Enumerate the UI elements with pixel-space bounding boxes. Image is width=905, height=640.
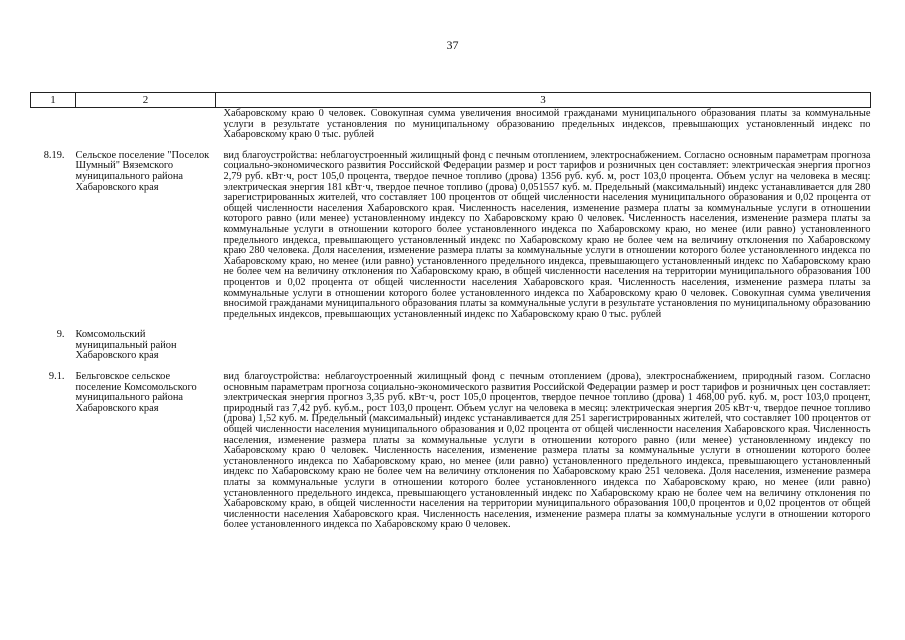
table-row bbox=[31, 108, 871, 151]
row-description: Хабаровскому краю 0 человек. Совокупная сумма увеличения вносимой гражданами муниципального образования платы за коммунальные услуги в результате установления по муниципальному образованию предельных индексов, превышающих установленный индекс по Хабаровскому краю 0 тыс. рублей bbox=[223, 108, 871, 141]
row-description: вид благоустройства: неблагоустроенный жилищный фонд с печным отоплением (дрова), электроснабжением, природный газом. Согласно основным параметрам прогноза социально-экономического развития Российской Федерации размер и рост тарифов и розничных цен составляет: электрическая энергия прогноз 3,35 руб. кВт·ч, рост 105,0 процентов, твердое печное топливо (дрова) 1 468,00 руб. куб. м, рост 103,0 процент, природный газ 7,42 руб. куб.м., рост 103,0 процент. Объем услуг на человека в месяц: электрическая энергия 205 кВт·ч, твердое печное топливо (дрова) 1,52 куб. м. Предельный (максимальный) индекс устанавливается для 251 зарегистрированных жителей, что составляет 100 процентов от общей численности населения муниципального образования и 0,02 процента от общей численности населения Хабаровского края. Численность населения, изменение размера платы за коммунальные услуги в отношении которого равно (или менее) установленному индексу по Хабаровскому краю 0 человек. Численность населения, изменение размера платы за коммунальные услуги в отношении которого более установленного индекса по Хабаровскому краю, но менее (или равно) установленного предельного индекса, превышающего установленный индекс по Хабаровскому краю не более чем на величину отклонения по Хабаровскому краю 251 человека. Доля населения, изменение размера платы за коммунальные услуги в отношении которого более установленного индекса по Хабаровскому краю, но менее (или равно) установленного предельного индекса, превышающего установленный индекс по Хабаровскому краю не более чем на величину отклонения по Хабаровскому краю, в общей численности населения на территории муниципального образования 100,0 процентов и 0,02 процентов от общей численности населения Хабаровского края. Численность населения, изменение размера платы за коммунальные услуги в отношении которого более установленного индекса по Хабаровскому краю 0 человек. bbox=[223, 371, 871, 531]
row-number: 9.1. bbox=[48, 371, 65, 383]
table-row bbox=[31, 151, 871, 331]
table-header-row bbox=[31, 93, 871, 108]
row-number: 9. bbox=[56, 329, 65, 341]
row-description bbox=[216, 330, 871, 372]
row-number: 8.19. bbox=[43, 149, 65, 161]
row-municipality: Комсомольский муниципальный район Хабаровского края bbox=[75, 329, 177, 362]
row-description: вид благоустройства: неблагоустроенный жилищный фонд с печным отоплением, электроснабжением. Согласно основным параметрам прогноза социально-экономического развития Российской Федерации размер и рост тарифов и розничных цен составляет: электрическая энергия прогноз 2,79 руб. кВт·ч, рост 105,0 процента, твердое печное топливо (дрова) 1356 руб. куб. м, рост 103,0 процента. Объем услуг на человека в месяц: электрическая энергия 181 кВт·ч, твердое печное топливо (дрова) 0,051557 куб. м. Предельный (максимальный) индекс устанавливается для 280 зарегистрированных жителей, что составляет 100 процентов от общей численности населения муниципального образования и 0,02 процента от общей численности населения Хабаровского края. Численность населения, изменение размера платы за коммунальные услуги в отношении которого равно (или менее) установленному индексу по Хабаровскому краю 0 человек. Численность населения, изменение размера платы за коммунальные услуги в отношении которого более установленного индекса по Хабаровскому краю, но менее (или равно) установленного предельного индекса, превышающего установленный индекс по Хабаровскому краю не более чем на величину отклонения по Хабаровскому краю 280 человека. Доля населения, изменение размера платы за коммунальные услуги в отношении которого более установленного индекса по Хабаровскому краю, но менее (или равно) установленного предельного индекса, превышающего установленный индекс по Хабаровскому краю не более чем на величину отклонения по Хабаровскому краю, в общей численности населения на территории муниципального образования 100 процентов и 0,02 процента от общей численности населения Хабаровского края. Численность населения, изменение размера платы за коммунальные услуги в отношении которого более установленного индекса по Хабаровскому краю 0 человек. Совокупная сумма увеличения вносимой гражданами муниципального образования платы за коммунальные услуги в результате установления по муниципальному образованию предельных индексов, превышающих установленный индекс по Хабаровскому краю 0 тыс. рублей bbox=[223, 149, 871, 320]
row-municipality: Сельское поселение "Поселок Шумный" Вяземского муниципального района Хабаровского края bbox=[75, 149, 210, 193]
header-col-2: 2 bbox=[76, 93, 216, 108]
row-municipality: Бельговское сельское поселение Комсомольского муниципального района Хабаровского края bbox=[75, 371, 197, 414]
page-number: 37 bbox=[446, 38, 459, 52]
header-col-1: 1 bbox=[31, 93, 76, 108]
row-municipality bbox=[76, 108, 216, 151]
header-col-3: 3 bbox=[216, 93, 871, 108]
table-row bbox=[31, 372, 871, 531]
table-row bbox=[31, 330, 871, 372]
row-number bbox=[31, 108, 76, 151]
tariff-table bbox=[30, 92, 871, 531]
